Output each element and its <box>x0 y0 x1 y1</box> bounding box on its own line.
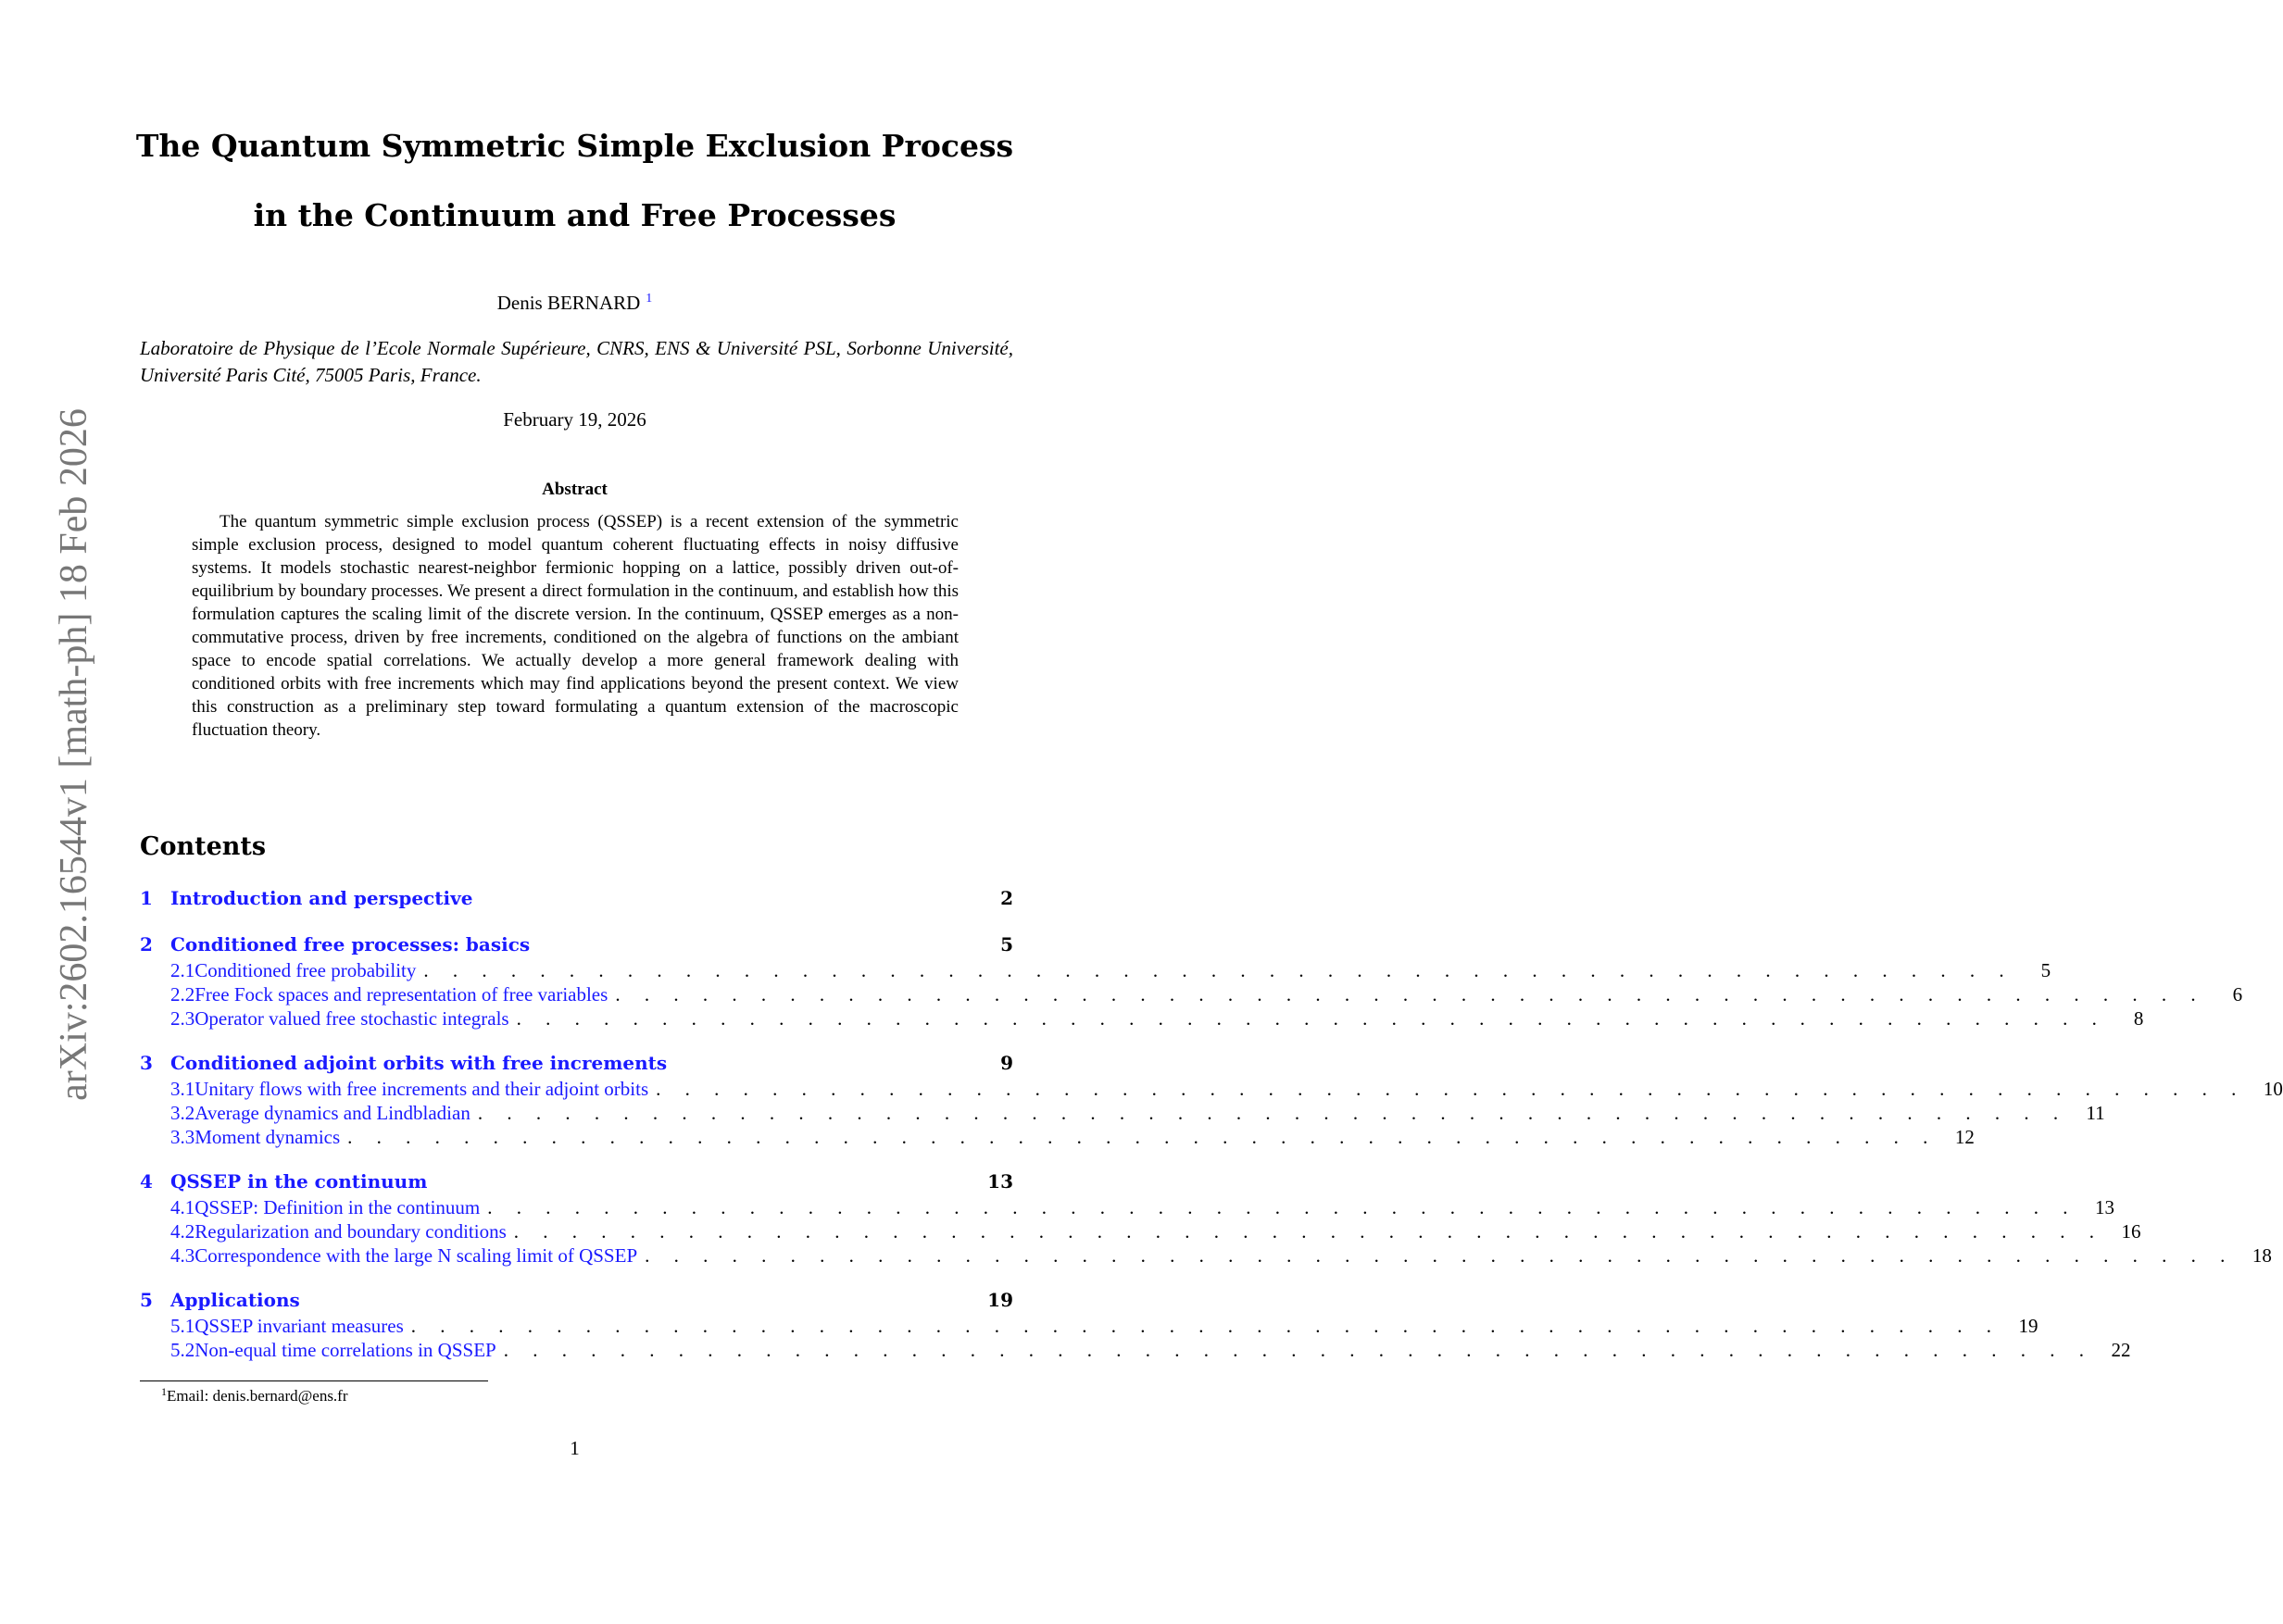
footnote-divider <box>140 1380 488 1381</box>
toc-entry-subsection-2-3[interactable] <box>140 1007 2144 1031</box>
footnote <box>161 1385 348 1405</box>
toc-subsection-number[interactable]: 3.1 <box>170 1078 195 1100</box>
toc-entry-subsection-3-1[interactable] <box>140 1078 2283 1102</box>
toc-subsection-number[interactable]: 2.2 <box>170 983 195 1006</box>
toc-subsection-number[interactable]: 4.1 <box>170 1196 195 1218</box>
author-affiliation: Laboratoire de Physique de l’Ecole Normale Supérieure, CNRS, ENS & Université PSL, Sorbonne Université, Université Paris Cité, 75005 Paris, France. <box>140 337 1013 386</box>
toc-subsection-title[interactable]: Correspondence with the large N scaling limit of QSSEP <box>194 1244 638 1267</box>
abstract-text: The quantum symmetric simple exclusion process (QSSEP) is a recent extension of the symmetric simple exclusion process, designed to model quantum coherent fluctuating effects in noisy diffusive systems. It models stochastic nearest-neighbor fermionic hopping on a lattice, possibly driven out-of-equilibrium by boundary processes. We present a direct formulation in the continuum, and establish how this formulation captures the scaling limit of the discrete version. In the continuum, QSSEP emerges as a non-commutative process, driven by free increments, conditioned on the algebra of functions on the ambiant space to encode spatial correlations. We actually develop a more general framework dealing with conditioned orbits with free increments which may find applications beyond the present context. We view this construction as a preliminary step toward formulating a quantum extension of the macroscopic fluctuation theory. <box>192 512 959 740</box>
toc-entry-section-5[interactable] <box>140 1289 1013 1315</box>
toc-subsection-number[interactable]: 5.1 <box>170 1315 195 1337</box>
toc-entry-subsection-3-2[interactable] <box>140 1102 2105 1126</box>
toc-dot-leader: . . . . . . . . . . . . . . . . . . . . . . . . . . . . . . . . . . . . . . . . . . . . . . . . . . . . . . . <box>516 1007 2107 1030</box>
toc-page-number: 19 <box>987 1289 1013 1311</box>
toc-subsection-title[interactable]: Moment dynamics <box>194 1126 341 1148</box>
contents-heading: Contents <box>140 832 267 861</box>
toc-entry-subsection-5-1[interactable] <box>140 1315 2038 1339</box>
toc-page-number: 16 <box>2121 1220 2141 1243</box>
toc-entry-subsection-2-1[interactable] <box>140 959 2051 983</box>
abstract-heading: Abstract <box>542 480 608 499</box>
author-name: Denis BERNARD <box>496 292 641 314</box>
page-number: 1 <box>570 1437 580 1459</box>
toc-page-number: 11 <box>2086 1102 2105 1124</box>
toc-section-2 <box>140 933 2243 1031</box>
toc-page-number: 22 <box>2111 1339 2131 1361</box>
toc-dot-leader: . . . . . . . . . . . . . . . . . . . . . . . . . . . . . . . . . . . . . . . . . . . . . . . . . . . . . . . <box>645 1244 2235 1267</box>
toc-page-number: 18 <box>2252 1244 2272 1267</box>
toc-entry-section-4[interactable] <box>140 1170 1013 1196</box>
toc-entry-section-3[interactable] <box>140 1052 1013 1078</box>
toc-page-number: 6 <box>2232 983 2243 1006</box>
toc-dot-leader: . . . . . . . . . . . . . . . . . . . . . . . . . . . . . . . . . . . . . . . . . . . . . . . . . . . . . . . <box>513 1220 2104 1243</box>
toc-entry-subsection-4-1[interactable] <box>140 1196 2114 1220</box>
author-footnote-link[interactable]: 1 <box>646 292 653 306</box>
toc-page-number: 13 <box>987 1170 1013 1193</box>
toc-section-title[interactable]: Conditioned free processes: basics <box>170 933 531 956</box>
toc-entry-subsection-4-3[interactable] <box>140 1244 2272 1268</box>
arxiv-identifier-stamp: arXiv:2602.16544v1 [math-ph] 18 Feb 2026 <box>53 408 95 1101</box>
toc-dot-leader: . . . . . . . . . . . . . . . . . . . . . . . . . . . . . . . . . . . . . . . . . . . . . . . . . . . . . . . <box>347 1126 1938 1148</box>
toc-section-number[interactable]: 1 <box>140 887 153 909</box>
toc-section-4 <box>140 1170 2272 1268</box>
toc-subsection-title[interactable]: Unitary flows with free increments and their adjoint orbits <box>194 1078 649 1100</box>
toc-page-number: 8 <box>2133 1007 2144 1030</box>
toc-page-number: 5 <box>1000 933 1013 956</box>
toc-subsection-number[interactable]: 3.3 <box>170 1126 195 1148</box>
toc-entry-subsection-5-2[interactable] <box>140 1339 2131 1363</box>
toc-section-number[interactable]: 3 <box>140 1052 153 1074</box>
toc-page-number: 13 <box>2095 1196 2114 1218</box>
author-line <box>0 292 1149 315</box>
toc-page-number: 10 <box>2263 1078 2283 1100</box>
toc-page-number: 2 <box>1000 887 1013 909</box>
toc-subsection-title[interactable]: Operator valued free stochastic integrals <box>194 1007 509 1030</box>
toc-subsection-number[interactable]: 2.1 <box>170 959 195 981</box>
toc-section-5 <box>140 1289 2131 1363</box>
toc-section-number[interactable]: 5 <box>140 1289 153 1311</box>
toc-subsection-number[interactable]: 2.3 <box>170 1007 195 1030</box>
footnote-mark: 1 <box>161 1385 167 1398</box>
toc-entry-section-2[interactable] <box>140 933 1013 959</box>
toc-entry-section-1[interactable] <box>140 887 1013 913</box>
toc-dot-leader: . . . . . . . . . . . . . . . . . . . . . . . . . . . . . . . . . . . . . . . . . . . . . . . . . . . . . . . <box>410 1315 2001 1337</box>
toc-section-title[interactable]: Conditioned adjoint orbits with free increments <box>170 1052 668 1074</box>
toc-section-3 <box>140 1052 2283 1150</box>
toc-dot-leader: . . . . . . . . . . . . . . . . . . . . . . . . . . . . . . . . . . . . . . . . . . . . . . . . . . . . . . . <box>656 1078 2246 1100</box>
toc-dot-leader: . . . . . . . . . . . . . . . . . . . . . . . . . . . . . . . . . . . . . . . . . . . . . . . . . . . . . . . <box>423 959 2014 981</box>
toc-entry-subsection-4-2[interactable] <box>140 1220 2141 1244</box>
toc-subsection-number[interactable]: 3.2 <box>170 1102 195 1124</box>
toc-section-title[interactable]: Introduction and perspective <box>170 887 473 909</box>
toc-subsection-title[interactable]: Free Fock spaces and representation of free variables <box>194 983 608 1006</box>
table-of-contents <box>140 887 2283 1383</box>
toc-subsection-title[interactable]: QSSEP: Definition in the continuum <box>194 1196 481 1218</box>
toc-section-number[interactable]: 4 <box>140 1170 153 1193</box>
paper-title-line-2: in the Continuum and Free Processes <box>253 197 897 233</box>
toc-subsection-number[interactable]: 4.2 <box>170 1220 195 1243</box>
toc-section-number[interactable]: 2 <box>140 933 153 956</box>
toc-dot-leader: . . . . . . . . . . . . . . . . . . . . . . . . . . . . . . . . . . . . . . . . . . . . . . . . . . . . . . . <box>477 1102 2068 1124</box>
footnote-text: Email: denis.bernard@ens.fr <box>167 1387 348 1405</box>
toc-entry-subsection-3-3[interactable] <box>140 1126 1975 1150</box>
toc-dot-leader: . . . . . . . . . . . . . . . . . . . . . . . . . . . . . . . . . . . . . . . . . . . . . . . . . . . . . . . <box>487 1196 2077 1218</box>
paper-date: February 19, 2026 <box>503 408 646 431</box>
paper-title-line-1: The Quantum Symmetric Simple Exclusion Process <box>135 128 1014 164</box>
toc-section-title[interactable]: QSSEP in the continuum <box>170 1170 428 1193</box>
toc-dot-leader: . . . . . . . . . . . . . . . . . . . . . . . . . . . . . . . . . . . . . . . . . . . . . . . . . . . . . . . <box>503 1339 2094 1361</box>
toc-page-number: 12 <box>1954 1126 1975 1148</box>
toc-section-title[interactable]: Applications <box>170 1289 300 1311</box>
toc-subsection-title[interactable]: Conditioned free probability <box>194 959 417 981</box>
toc-subsection-title[interactable]: Average dynamics and Lindbladian <box>194 1102 470 1124</box>
toc-page-number: 9 <box>1000 1052 1013 1074</box>
toc-dot-leader: . . . . . . . . . . . . . . . . . . . . . . . . . . . . . . . . . . . . . . . . . . . . . . . . . . . . . . . <box>615 983 2206 1006</box>
toc-subsection-number[interactable]: 4.3 <box>170 1244 195 1267</box>
toc-page-number: 19 <box>2018 1315 2038 1337</box>
toc-subsection-title[interactable]: QSSEP invariant measures <box>194 1315 404 1337</box>
toc-subsection-number[interactable]: 5.2 <box>170 1339 195 1361</box>
toc-subsection-title[interactable]: Regularization and boundary conditions <box>194 1220 507 1243</box>
toc-entry-subsection-2-2[interactable] <box>140 983 2243 1007</box>
toc-page-number: 5 <box>2040 959 2051 981</box>
toc-subsection-title[interactable]: Non-equal time correlations in QSSEP <box>194 1339 496 1361</box>
toc-section-1 <box>140 887 1013 913</box>
